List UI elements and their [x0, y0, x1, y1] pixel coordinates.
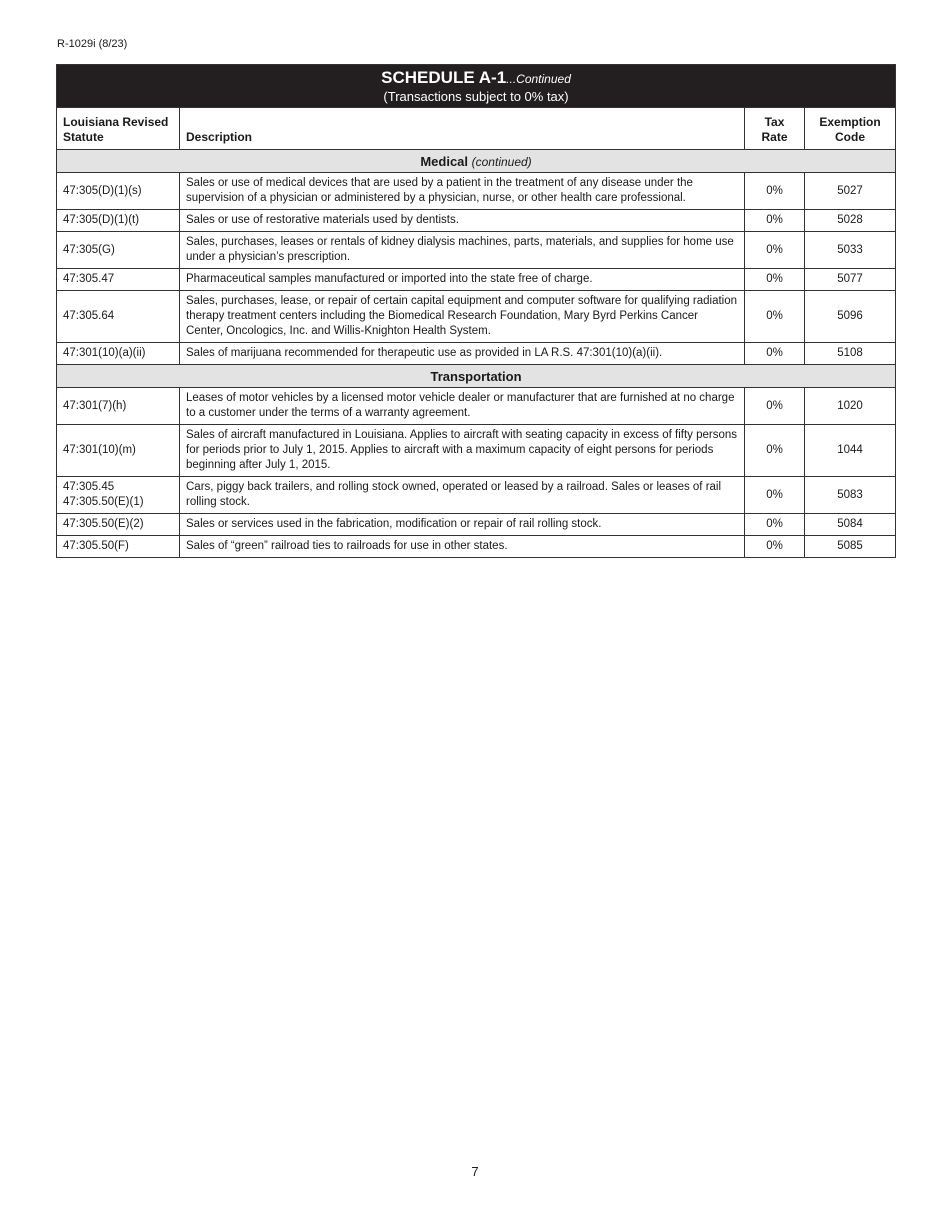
tax-rate-cell: 0% [745, 536, 805, 558]
exemption-code-cell: 5108 [805, 343, 896, 365]
description-cell: Leases of motor vehicles by a licensed motor vehicle dealer or manufacturer that are furnished at no charge to a customer under the terms of a warranty agreement. [180, 388, 745, 425]
statute-cell [57, 210, 180, 232]
statute-text-secondary: 47:305.50(E)(1) [63, 496, 144, 508]
table-row [57, 477, 896, 514]
statute-cell [57, 477, 180, 514]
statute-text: 47:301(7)(h) [63, 399, 127, 412]
description-cell: Sales, purchases, lease, or repair of certain capital equipment and computer software for qualifying radiation therapy treatment centers including the Biomedical Research Foundation, Mary Byrd Perkins Cancer Center, Oncologics, Inc. and Willis-Knighton Health System. [180, 291, 745, 343]
table-row [57, 514, 896, 536]
description-cell: Sales of marijuana recommended for therapeutic use as provided in LA R.S. 47:301(10)(a)(ii). [180, 343, 745, 365]
tax-rate-cell: 0% [745, 388, 805, 425]
statute-text: 47:305(D)(1)(t) [63, 214, 140, 226]
column-header-row [57, 108, 896, 150]
schedule-title [57, 65, 896, 108]
table-row [57, 291, 896, 343]
statute-text: 47:301(10)(m) [63, 444, 136, 456]
tax-rate-cell: 0% [745, 477, 805, 514]
description-cell: Pharmaceutical samples manufactured or imported into the state free of charge. [180, 269, 745, 291]
tax-rate-cell: 0% [745, 232, 805, 269]
section-name: Transportation [430, 368, 522, 384]
exemption-code-cell: 1020 [805, 388, 896, 425]
table-row [57, 210, 896, 232]
exemption-code-cell: 5033 [805, 232, 896, 269]
tax-rate-cell: 0% [745, 269, 805, 291]
description-cell: Sales of aircraft manufactured in Louisiana. Applies to aircraft with seating capacity in excess of fifty persons for periods prior to July 1, 2015. Applies to aircraft with a maximum capacity of eight persons for periods beginning after July 1, 2015. [180, 425, 745, 477]
table-row [57, 269, 896, 291]
section-heading [57, 365, 896, 388]
title-continued: ...Continued [506, 72, 571, 86]
header-tax-rate: Tax Rate [745, 108, 805, 150]
statute-text: 47:305.47 [63, 273, 115, 285]
statute-cell [57, 536, 180, 558]
statute-cell [57, 232, 180, 269]
tax-rate-cell: 0% [745, 173, 805, 210]
page-number: 7 [471, 1164, 479, 1179]
header-description: Description [180, 108, 745, 150]
statute-cell [57, 269, 180, 291]
table-row [57, 536, 896, 558]
statute-cell [57, 343, 180, 365]
title-main: SCHEDULE A-1 [381, 68, 507, 87]
exemption-code-cell: 5084 [805, 514, 896, 536]
table-row [57, 232, 896, 269]
statute-cell [57, 388, 180, 425]
table-row [57, 343, 896, 365]
exemption-code-cell: 5027 [805, 173, 896, 210]
statute-cell [57, 173, 180, 210]
exemption-code-cell: 5077 [805, 269, 896, 291]
description-cell: Sales or use of medical devices that are used by a patient in the treatment of any disease under the supervision of a physician or administered by a physician, nurse, or other health care professional. [180, 173, 745, 210]
statute-text: 47:305.50(E)(2) [63, 518, 144, 530]
tax-rate-cell: 0% [745, 425, 805, 477]
exemption-code-cell: 5096 [805, 291, 896, 343]
form-id: R-1029i (8/23) [57, 38, 128, 50]
statute-cell [57, 514, 180, 536]
tax-rate-cell: 0% [745, 291, 805, 343]
tax-rate-cell: 0% [745, 343, 805, 365]
description-cell: Sales or services used in the fabrication, modification or repair of rail rolling stock. [180, 514, 745, 536]
table-body [57, 150, 896, 558]
tax-rate-cell: 0% [745, 210, 805, 232]
statute-text: 47:305(G) [63, 243, 115, 256]
statute-text: 47:305(D)(1)(s) [63, 184, 142, 197]
section-note: (continued) [471, 154, 532, 169]
exemption-code-cell: 1044 [805, 425, 896, 477]
description-cell: Sales, purchases, leases or rentals of kidney dialysis machines, parts, materials, and supplies for home use under a physician’s prescription. [180, 232, 745, 269]
statute-text: 47:305.50(F) [63, 540, 129, 552]
section-header-row [57, 150, 896, 173]
statute-cell [57, 425, 180, 477]
description-cell: Sales of “green” railroad ties to railroads for use in other states. [180, 536, 745, 558]
table-row [57, 388, 896, 425]
description-cell: Cars, piggy back trailers, and rolling stock owned, operated or leased by a railroad. Sales or leases of rail rolling stock. [180, 477, 745, 514]
statute-text: 47:301(10)(a)(ii) [63, 347, 146, 359]
title-subtitle: (Transactions subject to 0% tax) [383, 89, 569, 104]
exemption-code-cell: 5028 [805, 210, 896, 232]
section-header-row [57, 365, 896, 388]
table-row [57, 173, 896, 210]
header-exemption-code: Exemption Code [805, 108, 896, 150]
exemption-code-cell: 5085 [805, 536, 896, 558]
schedule-table [56, 64, 896, 558]
exemption-code-cell: 5083 [805, 477, 896, 514]
statute-text: 47:305.45 [63, 481, 115, 493]
table-row [57, 425, 896, 477]
header-statute: Louisiana Revised Statute [57, 108, 180, 150]
section-name: Medical [420, 153, 469, 169]
statute-text: 47:305.64 [63, 310, 115, 322]
description-cell: Sales or use of restorative materials used by dentists. [180, 210, 745, 232]
title-row [57, 65, 896, 108]
section-heading [57, 150, 896, 173]
tax-rate-cell: 0% [745, 514, 805, 536]
statute-cell [57, 291, 180, 343]
